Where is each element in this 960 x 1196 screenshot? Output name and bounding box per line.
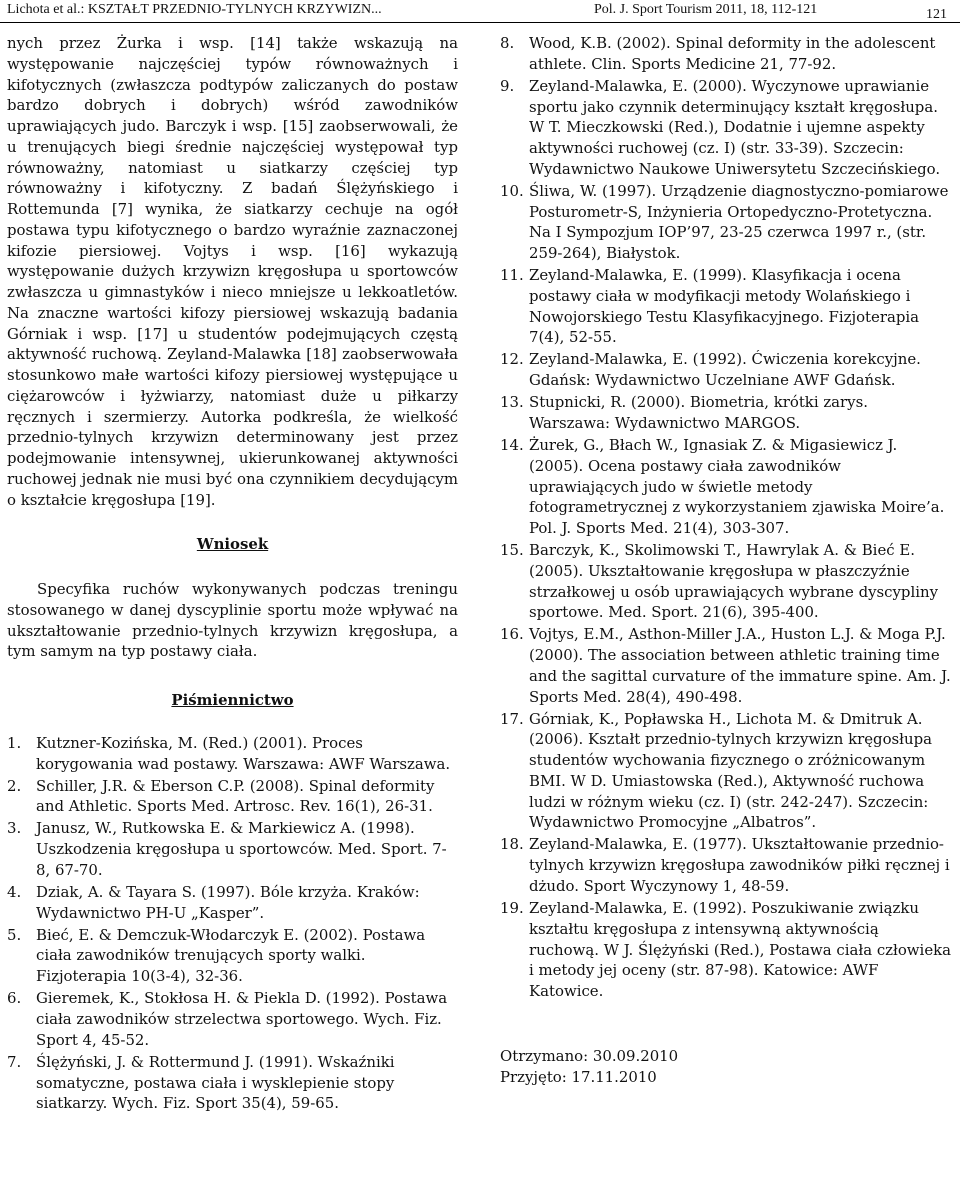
reference-text: Zeyland-Malawka, E. (1992). Ćwiczenia korekcyjne. Gdańsk: Wydawnictwo Uczelniane AWF Gdańsk. (529, 350, 921, 390)
body-paragraph: nych przez Żurka i wsp. [14] także wskazują na występowanie najczęściej typów równoważnych i kifotycznych (zwłaszcza podtypów zaliczanych do postaw bardzo dobrych i dobrych) wśród zawodników uprawiających judo. Barczyk i wsp. [15] zaobserwowali, że u trenujących biegi średnie najczęściej występował typ równoważny, natomiast u siatkarzy częściej typ równoważny i kifotyczny. Z badań Ślężyńskiego i Rottemunda [7] wynika, że siatkarzy cechuje na ogół postawa typu kifotycznego o bardzo wyraźnie zaznaczonej kifozie piersiowej. Vojtys i wsp. [16] wykazują występowanie dużych krzywizn kręgosłupa u sportowców zwłaszcza u gimnastyków i nieco mniejsze u lekkoatletów. Na znaczne wartości kifozy piersiowej wskazują badania Górniak i wsp. [17] u studentów podejmujących częstą aktywność ruchową. Zeyland-Malawka [18] zaobserwowała stosunkowo małe wartości kifozy piersiowej występujące u ciężarowców i łyżwiarzy, natomiast duże u piłkarzy ręcznych i szermierzy. Autorka podkreśla, że wielkość przednio-tylnych krzywizn determinowany jest przez podejmowanie intensywnej, ukierunkowanej aktywności ruchowej jednak nie musi być ona czynnikiem decydującym o kształcie kręgosłupa [19]. (7, 34, 458, 509)
reference-item (500, 181, 952, 264)
reference-text: Dziak, A. & Tayara S. (1997). Bóle krzyża. Kraków: Wydawnictwo PH-U „Kasper”. (36, 882, 420, 922)
reference-text: Kutzner-Kozińska, M. (Red.) (2001). Proces korygowania wad postawy. Warszawa: AWF Warszawa. (36, 733, 451, 773)
reference-text: Żurek, G., Błach W., Ignasiak Z. & Migasiewicz J. (2005). Ocena postawy ciała zawodników uprawiających judo w świetle metody fotogrametrycznej z wykorzystaniem zjawiska Moire’a. Pol. J. Sports Med. 21(4), 303-307. (529, 436, 945, 538)
reference-text: Barczyk, K., Skolimowski T., Hawrylak A. & Bieć E. (2005). Ukształtowanie kręgosłupa w płaszczyźnie strzałkowej u osób uprawiających wybrane dyscypliny sportowe. Med. Sport. 21(6), 395-400. (529, 541, 938, 622)
header-article-title: Lichota et al.: KSZTAŁT PRZEDNIO-TYLNYCH KRZYWIZN... (7, 2, 382, 17)
reference-text: Ślężyński, J. & Rottermund J. (1991). Wskaźniki somatyczne, postawa ciała i wysklepienie stopy siatkarzy. Wych. Fiz. Sport 35(4), 59-65. (36, 1052, 395, 1113)
reference-number: 16. (500, 625, 524, 644)
reference-number: 19. (500, 899, 524, 918)
reference-text: Zeyland-Malawka, E. (2000). Wyczynowe uprawianie sportu jako czynnik determinujący kształt kręgosłupa. W T. Mieczkowski (Red.), Dodatnie i ujemne aspekty aktywności ruchowej (cz. I) (str. 33-39). Szczecin: Wydawnictwo Naukowe Uniwersytetu Szczecińskiego. (529, 76, 941, 178)
reference-number: 12. (500, 350, 524, 369)
reference-text: Zeyland-Malawka, E. (1999). Klasyfikacja i ocena postawy ciała w modyfikacji metody Wolańskiego i Nowojorskiego Testu Klasyfikacyjnego. Fizjoterapia 7(4), 52-55. (529, 266, 920, 347)
reference-text: Zeyland-Malawka, E. (1977). Ukształtowanie przednio-tylnych krzywizn kręgosłupa zawodników piłki ręcznej i dżudo. Sport Wyczynowy 1, 48-59. (529, 835, 950, 895)
reference-text: Zeyland-Malawka, E. (1992). Poszukiwanie związku kształtu kręgosłupa z intensywną aktywnością ruchową. W J. Ślężyński (Red.), Postawa ciała człowieka i metody jej oceny (str. 87-98). Katowice: AWF Katowice. (529, 899, 952, 1001)
reference-number: 5. (7, 925, 22, 944)
reference-number: 2. (7, 776, 22, 795)
reference-item (500, 33, 952, 75)
reference-item (7, 988, 458, 1050)
reference-number: 8. (500, 34, 515, 52)
reference-item (500, 435, 952, 539)
reference-number: 6. (7, 989, 22, 1008)
accepted-date: Przyjęto: 17.11.2010 (500, 1067, 657, 1086)
reference-text: Bieć, E. & Demczuk-Włodarczyk E. (2002). Postawa ciała zawodników trenujących sporty walki. Fizjoterapia 10(3-4), 32-36. (36, 925, 426, 986)
page-number: 121 (926, 7, 947, 22)
reference-text: Wood, K.B. (2002). Spinal deformity in the adolescent athlete. Clin. Sports Medicine 21, 77-92. (529, 34, 936, 73)
reference-number: 3. (7, 819, 22, 838)
reference-text: Górniak, K., Popławska H., Lichota M. & Dmitruk A. (2006). Kształt przednio-tylnych krzywizn kręgosłupa studentów wychowania fizycznego o zróżnicowanym BMI. W D. Umiastowska (Red.), Aktywność ruchowa ludzi w różnym wieku (cz. I) (str. 242-247). Szczecin: Wydawnictwo Promocyjne „Albatros”. (529, 709, 933, 832)
received-date: Otrzymano: 30.09.2010 (500, 1046, 679, 1065)
conclusion-heading: Wniosek (196, 535, 269, 554)
references-list-left (7, 733, 458, 1114)
reference-number: 7. (7, 1052, 22, 1071)
reference-text: Janusz, W., Rutkowska E. & Markiewicz A. (1998). Uszkodzenia kręgosłupa u sportowców. Med. Sport. 7-8, 67-70. (36, 819, 447, 879)
reference-item (7, 1052, 458, 1114)
submission-dates (500, 1046, 952, 1088)
reference-item (7, 733, 458, 775)
right-column (500, 33, 952, 1087)
reference-number: 17. (500, 709, 524, 728)
reference-number: 18. (500, 835, 524, 854)
reference-text: Śliwa, W. (1997). Urządzenie diagnostyczno-pomiarowe Posturometr-S, Inżynieria Ortopedyczno-Protetyczna. Na I Sympozjum IOP’97, 23-25 czerwca 1997 r., (str. 259-264), Białystok. (529, 181, 949, 263)
reference-item (500, 834, 952, 896)
left-column (7, 33, 458, 1115)
references-list-right (500, 33, 952, 1002)
reference-item (500, 540, 952, 623)
reference-text: Stupnicki, R. (2000). Biometria, krótki zarys. Warszawa: Wydawnictwo MARGOS. (529, 393, 868, 432)
references-heading: Piśmiennictwo (171, 691, 294, 709)
reference-number: 4. (7, 882, 22, 901)
reference-number: 10. (500, 181, 524, 200)
reference-item (500, 898, 952, 1002)
reference-number: 13. (500, 393, 524, 412)
reference-item (500, 265, 952, 348)
reference-item (500, 392, 952, 434)
reference-text: Vojtys, E.M., Asthon-Miller J.A., Huston L.J. & Moga P.J. (2000). The association between athletic training time and the sagittal curvature of the immature spine. Am. J. Sports Med. 28(4), 490-498. (529, 625, 951, 706)
reference-text: Schiller, J.R. & Eberson C.P. (2008). Spinal deformity and Athletic. Sports Med. Artrosc. Rev. 16(1), 26-31. (36, 776, 435, 816)
conclusion-paragraph: Specyfika ruchów wykonywanych podczas treningu stosowanego w danej dyscyplinie sportu może wpływać na ukształtowanie przednio-tylnych krzywizn kręgosłupa, a tym samym na typ postawy ciała. (7, 580, 458, 661)
reference-item (7, 818, 458, 880)
reference-item (500, 349, 952, 391)
reference-number: 1. (7, 733, 22, 752)
reference-number: 11. (500, 266, 524, 285)
reference-item (500, 709, 952, 834)
reference-item (500, 624, 952, 707)
reference-item (7, 882, 458, 924)
reference-item (500, 76, 952, 180)
reference-number: 15. (500, 541, 524, 560)
running-header (0, 0, 960, 22)
header-journal-citation: Pol. J. Sport Tourism 2011, 18, 112-121 (594, 2, 818, 17)
reference-number: 14. (500, 436, 524, 455)
reference-number: 9. (500, 76, 515, 95)
reference-item (7, 925, 458, 987)
reference-item (7, 776, 458, 818)
header-rule (0, 22, 960, 23)
reference-text: Gieremek, K., Stokłosa H. & Piekla D. (1992). Postawa ciała zawodników strzelectwa sportowego. Wych. Fiz. Sport 4, 45-52. (36, 989, 448, 1049)
